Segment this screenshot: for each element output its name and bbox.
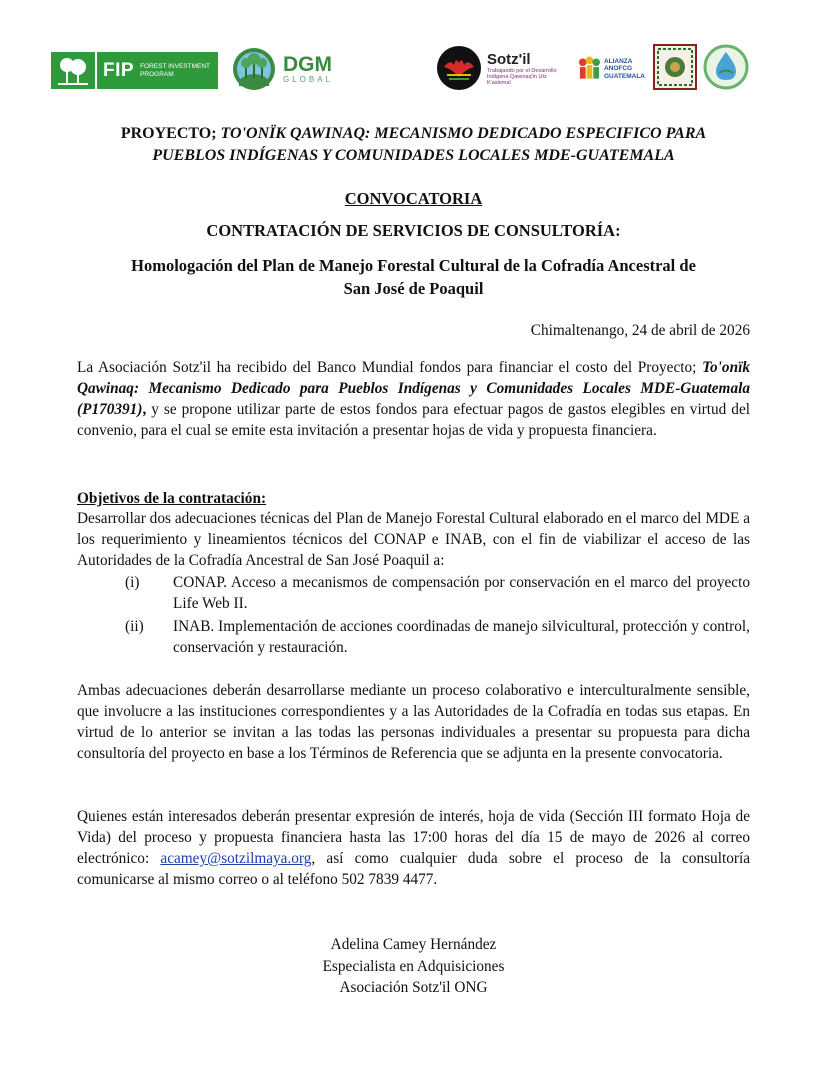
homologacion-line2: San José de Poaquil	[343, 279, 484, 298]
intro-part2: y se propone utilizar parte de estos fondos para efectuar pagos de gastos elegibles en virtud del convenio, para el cual se emite esta invitación a presentar hojas de vida y propuesta financiera.	[77, 401, 750, 439]
anofcg-wordmark: ALIANZA ANOFCG GUATEMALA	[603, 57, 645, 80]
list-item-number: (ii)	[125, 618, 144, 635]
quienes-part1: Quienes están interesados deberán presentar expresión de interés, hoja de vida (Sección III formato Hoja de Vida) del proceso y propuesta financiera hasta las 17:00 horas del día 15 de mayo de 2026 al correo electrónico:	[77, 808, 750, 867]
project-title-line2: PUEBLOS INDÍGENAS Y COMUNIDADES LOCALES MDE-GUATEMALA	[152, 147, 675, 164]
signature-role: Especialista en Adquisiciones	[322, 957, 505, 975]
homologacion-heading	[77, 254, 750, 300]
objectives-list	[125, 572, 750, 660]
list-item-number: (i)	[125, 574, 140, 591]
intro-comma: ,	[142, 401, 147, 418]
list-item-text: CONAP. Acceso a mecanismos de compensación por conservación en el marco del proyecto Life Web II.	[173, 574, 750, 612]
contratacion-heading: CONTRATACIÓN DE SERVICIOS DE CONSULTORÍA:	[206, 221, 621, 240]
dgm-wordmark: DGM GLOBAL	[283, 52, 334, 84]
email-link[interactable]: acamey@sotzilmaya.org	[160, 850, 312, 867]
anofcg-logo	[577, 50, 645, 88]
sotzil-bat-icon	[436, 45, 482, 91]
convocatoria-heading: CONVOCATORIA	[344, 189, 483, 208]
tree-globe-icon	[231, 46, 277, 92]
list-item	[125, 616, 750, 658]
objectives-text: Desarrollar dos adecuaciones técnicas del Plan de Manejo Forestal Cultural elaborado en el marco del MDE a los requerimiento y lineamientos técnicos del CONAP e INAB, con el fin de viabilizar el acceso de las Autoridades de la Cofradía Ancestral de San José Poaquil a:	[77, 510, 750, 569]
fip-short-name: FIP	[103, 59, 135, 81]
ambas-paragraph: Ambas adecuaciones deberán desarrollarse mediante un proceso colaborativo e interculturalmente sensible, que involucre a las instituciones correspondientes y a las Autoridades de la Cofradía en todas sus etapas. En virtud de lo anterior se invitan a las todas las personas individuales a presentar su propuesta para dicha consultoría del proyecto en base a los Términos de Referencia que se adjunta en la presente convocatoria.	[77, 682, 750, 762]
signature-org: Asociación Sotz'il ONG	[339, 979, 488, 996]
people-icon	[577, 54, 602, 84]
list-item-text: INAB. Implementación de acciones coordinadas de manejo silvicultural, protección y control, conservación y restauración.	[173, 618, 750, 656]
seal-icon	[652, 43, 698, 91]
intro-project-name: To'onïk Qawinaq: Mecanismo Dedicado para Pueblos Indígenas y Comunidades Locales MDE-Guatemala (P170391)	[77, 359, 750, 418]
sotzil-wordmark: Sotz'il Trabajando por el Desarrollo Indígena Qawinaq'in Utz K'aslemal	[487, 50, 557, 86]
intro-paragraph	[77, 357, 750, 441]
objectives-title: Objetivos de la contratación:	[77, 490, 267, 507]
signature-block	[200, 934, 627, 999]
list-item	[125, 572, 750, 614]
sotzil-logo	[436, 44, 570, 92]
quienes-paragraph	[77, 806, 750, 890]
document-date: Chimaltenango, 24 de abril de 2026	[530, 322, 750, 339]
signature-name: Adelina Camey Hernández	[330, 936, 497, 953]
homologacion-line1: Homologación del Plan de Manejo Forestal Cultural de la Cofradía Ancestral de	[131, 256, 696, 275]
forest-icon	[51, 52, 97, 89]
project-title-line1: TO'ONÏK QAWINAQ: MECANISMO DEDICADO ESPECIFICO PARA	[220, 125, 707, 142]
fip-long-name: FOREST INVESTMENT PROGRAM	[140, 62, 211, 78]
project-title	[77, 123, 750, 167]
project-prefix: PROYECTO;	[120, 125, 221, 142]
intro-part1: La Asociación Sotz'il ha recibido del Banco Mundial fondos para financiar el costo del Proyecto;	[77, 359, 703, 376]
fip-logo	[51, 52, 218, 89]
dgm-logo	[231, 45, 341, 93]
quienes-part2: , así como cualquier duda sobre el proceso de la consultoría comunicarse al mismo correo o al teléfono 502 7839 4477.	[77, 850, 750, 888]
water-drop-icon	[703, 43, 749, 91]
